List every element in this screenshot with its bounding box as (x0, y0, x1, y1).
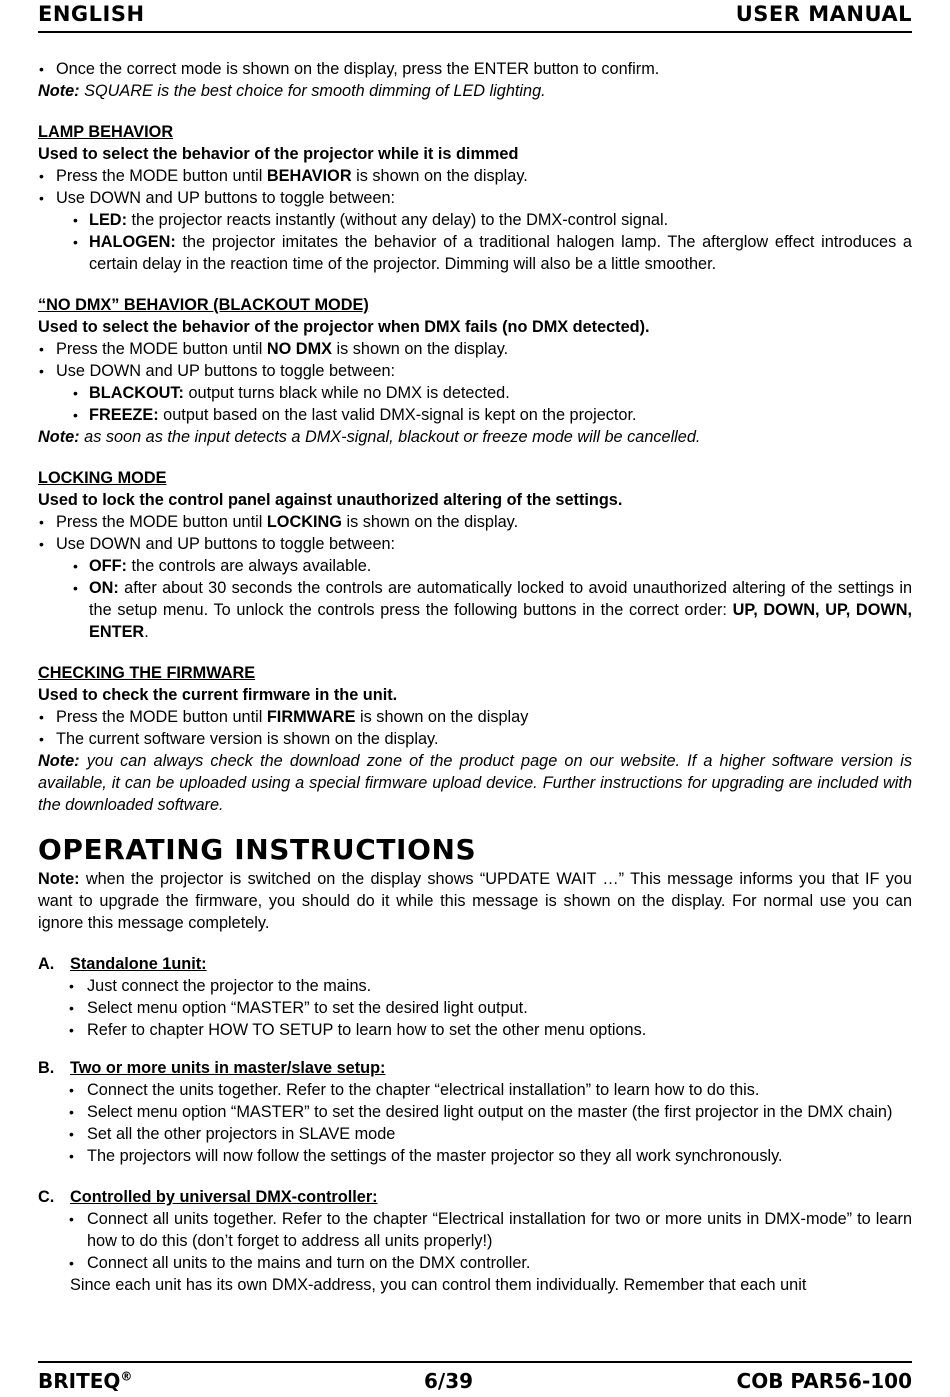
option-text: output turns black while no DMX is detected. (183, 384, 510, 402)
text: Press the MODE button until (56, 513, 267, 531)
brand-name: BRITEQ (38, 1369, 121, 1393)
text: is shown on the display. (351, 167, 528, 185)
key-term: LOCKING (266, 513, 342, 531)
section-b-item: • Select menu option “MASTER” to set the desired light output on the master (the first projector in the DMX chain) (38, 1101, 912, 1123)
section-a-item: • Select menu option “MASTER” to set the desired light output. (38, 997, 912, 1019)
option-label: OFF: (89, 557, 127, 575)
locking-option-off (38, 555, 912, 577)
header-language: ENGLISH (38, 2, 145, 26)
key-term: BEHAVIOR (266, 167, 352, 185)
section-c-heading (38, 1186, 912, 1208)
firmware-subtitle: Used to check the current firmware in the unit. (38, 686, 398, 704)
option-label: BLACKOUT: (89, 384, 184, 402)
text: Press the MODE button until (56, 708, 267, 726)
registered-mark: ® (120, 1369, 133, 1384)
footer-brand (38, 1369, 132, 1393)
nodmx-bullet-mode (38, 338, 912, 360)
nodmx-subtitle: Used to select the behavior of the projector when DMX fails (no DMX detected). (38, 318, 650, 336)
lamp-option-halogen (38, 231, 912, 275)
section-title: Controlled by universal DMX-controller: (70, 1188, 378, 1206)
note-text: SQUARE is the best choice for smooth dimming of LED lighting. (84, 82, 546, 100)
intro-bullet: • Once the correct mode is shown on the display, press the ENTER button to confirm. (38, 58, 912, 80)
section-title: Standalone 1unit: (70, 955, 207, 973)
section-b-item: • Connect the units together. Refer to the chapter “electrical installation” to learn how to do this. (38, 1079, 912, 1101)
firmware-note (38, 750, 912, 816)
key-term: FIRMWARE (266, 708, 356, 726)
firmware-heading: CHECKING THE FIRMWARE (38, 664, 256, 682)
nodmx-bullet-toggle: • Use DOWN and UP buttons to toggle between: (38, 360, 912, 382)
operating-note (38, 868, 912, 934)
option-text: the controls are always available. (126, 557, 372, 575)
locking-option-on (38, 577, 912, 643)
text: Press the MODE button until (56, 167, 267, 185)
page-header (38, 0, 912, 33)
header-doc-type: USER MANUAL (735, 2, 912, 26)
footer-model: COB PAR56-100 (736, 1369, 912, 1393)
section-b-item: • The projectors will now follow the settings of the master projector so they all work synchronously. (38, 1145, 912, 1167)
locking-heading: LOCKING MODE (38, 469, 167, 487)
operating-instructions-title: OPERATING INSTRUCTIONS (38, 833, 477, 866)
firmware-bullet-version: • The current software version is shown on the display. (38, 728, 912, 750)
locking-bullet-mode (38, 511, 912, 533)
note-text: you can always check the download zone of the product page on our website. If a higher software version is available, it can be uploaded using a special firmware upload device. Further instructions for upgrading are included with the downloaded software. (38, 752, 912, 814)
note-label: Note: (38, 752, 80, 770)
text: is shown on the display (355, 708, 529, 726)
note-label: Note: (38, 82, 80, 100)
key-term: NO DMX (266, 340, 332, 358)
option-text: the projector reacts instantly (without any delay) to the DMX-control signal. (126, 211, 669, 229)
note-label: Note: (38, 428, 80, 446)
firmware-bullet-mode (38, 706, 912, 728)
page-footer (38, 1361, 912, 1397)
lamp-bullet-toggle: • Use DOWN and UP buttons to toggle between: (38, 187, 912, 209)
note-label: Note: (38, 870, 80, 888)
option-label: HALOGEN: (89, 233, 176, 251)
page-content (38, 58, 912, 1296)
unlock-sequence: UP, DOWN, UP, DOWN, ENTER (89, 601, 913, 641)
option-label: LED: (89, 211, 127, 229)
section-letter: C. (38, 1188, 55, 1206)
option-text: after about 30 seconds the controls are automatically locked to avoid unauthorized altering of the settings in the setup menu. To unlock the controls press the following buttons in the correct order: (89, 579, 912, 619)
text: . (144, 623, 149, 641)
nodmx-option-blackout (38, 382, 912, 404)
nodmx-note (38, 426, 912, 448)
note-text: when the projector is switched on the display shows “UPDATE WAIT …” This message informs you that IF you want to upgrade the firmware, you should do it while this message is shown on the display. For normal use you can ignore this message completely. (38, 870, 912, 932)
nodmx-heading: “NO DMX” BEHAVIOR (BLACKOUT MODE) (38, 296, 369, 314)
section-c-item: • Connect all units to the mains and turn on the DMX controller. (38, 1252, 912, 1274)
lamp-bullet-mode (38, 165, 912, 187)
text: is shown on the display. (331, 340, 509, 358)
footer-page-number: 6/39 (424, 1369, 474, 1393)
section-a-item: • Refer to chapter HOW TO SETUP to learn how to set the other menu options. (38, 1019, 912, 1041)
section-letter: B. (38, 1059, 55, 1077)
option-text: output based on the last valid DMX-signal is kept on the projector. (158, 406, 637, 424)
lamp-behavior-heading: LAMP BEHAVIOR (38, 123, 174, 141)
section-c-trailing-text: Since each unit has its own DMX-address, you can control them individually. Remember that each unit (70, 1276, 807, 1294)
section-b-heading (38, 1057, 912, 1079)
section-title: Two or more units in master/slave setup: (70, 1059, 386, 1077)
section-a-heading (38, 953, 912, 975)
section-c-item: • Connect all units together. Refer to the chapter “Electrical installation for two or more units in DMX-mode” to learn how to do this (don’t forget to address all units properly!) (38, 1208, 912, 1252)
intro-note (38, 80, 912, 102)
nodmx-option-freeze (38, 404, 912, 426)
section-a-item: • Just connect the projector to the mains. (38, 975, 912, 997)
section-b-item: • Set all the other projectors in SLAVE mode (38, 1123, 912, 1145)
lamp-behavior-subtitle: Used to select the behavior of the projector while it is dimmed (38, 145, 519, 163)
option-label: ON: (89, 579, 119, 597)
note-text: as soon as the input detects a DMX-signal, blackout or freeze mode will be cancelled. (79, 428, 701, 446)
lamp-option-led (38, 209, 912, 231)
option-text: the projector imitates the behavior of a traditional halogen lamp. The afterglow effect introduces a certain delay in the reaction time of the projector. Dimming will also be a little smoother. (89, 233, 912, 273)
text: is shown on the display. (341, 513, 519, 531)
locking-subtitle: Used to lock the control panel against unauthorized altering of the settings. (38, 491, 623, 509)
locking-bullet-toggle: • Use DOWN and UP buttons to toggle between: (38, 533, 912, 555)
option-label: FREEZE: (89, 406, 159, 424)
section-letter: A. (38, 955, 55, 973)
text: Press the MODE button until (56, 340, 267, 358)
